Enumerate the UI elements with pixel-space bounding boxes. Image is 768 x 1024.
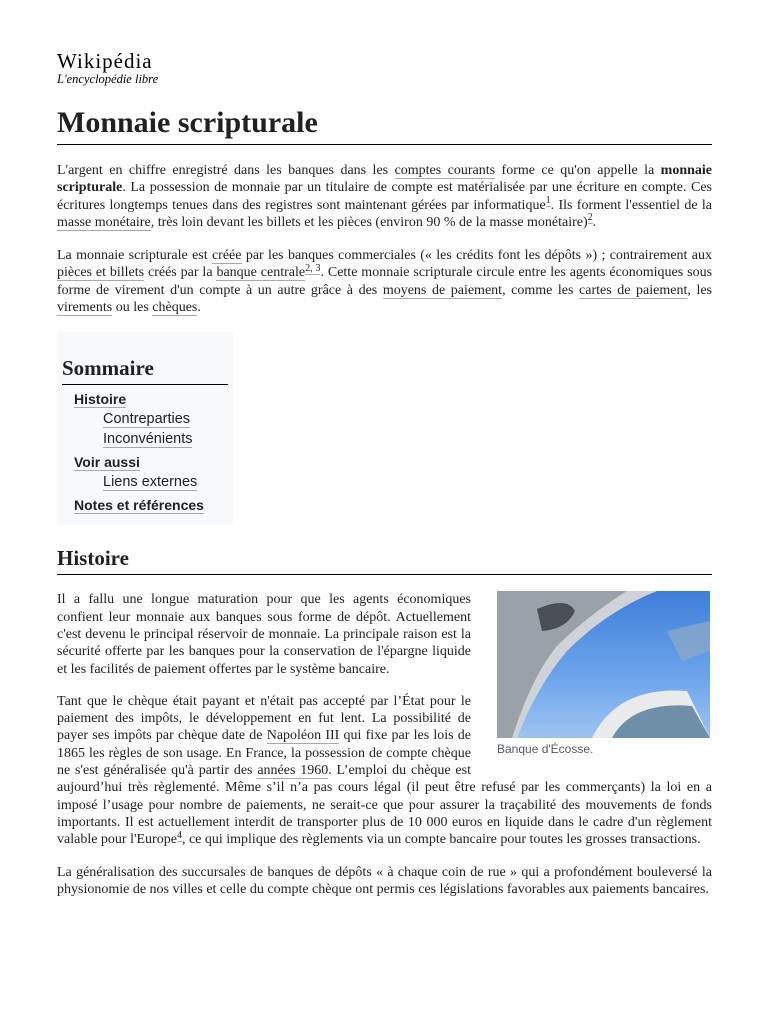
table-of-contents bbox=[57, 332, 233, 525]
intro-paragraph-1 bbox=[57, 162, 712, 231]
toc-item-contreparties[interactable] bbox=[62, 409, 228, 429]
text: L'argent en chiffre enregistré dans les banques dans les bbox=[57, 163, 395, 178]
link-pieces-et-billets[interactable]: pièces et billets bbox=[57, 265, 145, 281]
text: , très loin devant les billets et les pièces (environ 90 % de la masse monétaire) bbox=[150, 214, 588, 230]
photo-illustration bbox=[497, 591, 710, 738]
ref-2[interactable]: 2 bbox=[587, 212, 593, 224]
link-virements[interactable]: virements bbox=[57, 300, 113, 316]
toc-label: Notes et références bbox=[74, 497, 204, 514]
wikipedia-logo[interactable] bbox=[57, 50, 712, 90]
link-cartes-de-paiement[interactable]: cartes de paiement bbox=[579, 282, 688, 298]
text: , ce qui implique des règlements via un compte bancaire pour toutes les grosses transactions. bbox=[181, 832, 701, 848]
link-cheques[interactable]: chèques bbox=[152, 300, 198, 316]
page-cutoff bbox=[0, 955, 768, 1024]
toc-label: Voir aussi bbox=[74, 454, 140, 471]
toc-list bbox=[62, 390, 228, 515]
toc-item-histoire[interactable] bbox=[62, 390, 228, 409]
link-creee[interactable]: créée bbox=[211, 248, 242, 264]
text: forme ce qu'on appelle la bbox=[495, 163, 661, 178]
figure-caption: Banque d'Écosse. bbox=[497, 742, 594, 757]
text: . Ils forment l'essentiel de la bbox=[550, 197, 712, 213]
text: créés par la bbox=[144, 265, 217, 281]
toc-label: Histoire bbox=[74, 391, 127, 408]
ref-1[interactable]: 1 bbox=[545, 194, 551, 206]
text: Tant que le chèque était payant et n'était pas accepté par l’État pour le paiement des impôts, le développement en fut lent. La possibilité de payer ses impôts par chèque date de bbox=[57, 693, 471, 744]
link-annees-1960[interactable]: années 1960 bbox=[257, 763, 329, 779]
text: ou les bbox=[112, 300, 153, 316]
toc-label: Liens externes bbox=[103, 474, 198, 491]
text: . bbox=[592, 214, 597, 230]
toc-item-notes[interactable] bbox=[62, 496, 228, 515]
histoire-paragraph-1: Il a fallu une longue maturation pour que les agents économiques confient leur monnaie aux banques sous forme de dépôt. Actuellement c'est devenu le principal réservoir de monnaie. La principale raison est la sécurité offerte par les banques pour la conservation de l'épargne liquide et les facilités de paiement offertes par le système bancaire. bbox=[57, 592, 471, 677]
figure bbox=[497, 591, 712, 756]
toc-label: Inconvénients bbox=[103, 431, 193, 448]
bold-term: monnaie scripturale bbox=[57, 163, 712, 196]
bank-photo[interactable] bbox=[497, 591, 710, 738]
toc-label: Contreparties bbox=[103, 411, 191, 428]
toc-item-voir-aussi[interactable] bbox=[62, 453, 228, 472]
text: . bbox=[197, 300, 201, 316]
ref-2-3[interactable]: 2, 3 bbox=[305, 262, 321, 274]
text: La monnaie scripturale est bbox=[57, 248, 212, 264]
link-moyens-de-paiement[interactable]: moyens de paiement bbox=[382, 282, 503, 298]
intro-paragraph-2 bbox=[57, 247, 712, 316]
toc-item-inconvenients[interactable] bbox=[62, 429, 228, 449]
section-histoire bbox=[57, 591, 712, 898]
toc-item-liens-externes[interactable] bbox=[62, 472, 228, 492]
histoire-paragraph-3: La généralisation des succursales de banques de dépôts « à chaque coin de rue » qui a profondément bouleversé la physionomie de nos villes et celle du compte chèque ont permis ces législations favorables aux paiements bancaires. bbox=[57, 864, 712, 897]
text: , comme les bbox=[502, 282, 580, 298]
link-napoleon-iii[interactable]: Napoléon III bbox=[266, 728, 340, 744]
link-banque-centrale[interactable]: banque centrale bbox=[216, 265, 306, 281]
text: . L’emploi du chèque est aujourd’hui très règlementé. Même s’il n’a pas cours légal (il peut être refusé par les commerçants) la loi en a imposé l’usage pour nombre de paiements, ne serait-ce que pour assurer la traçabilité des mouvements de fonds importants. Il est actuellement interdit de transporter plus de 10 000 euros en liquide dans le cadre d'un règlement valable pour l'Europe bbox=[57, 763, 712, 848]
toc-title: Sommaire bbox=[62, 356, 228, 385]
page-title: Monnaie scripturale bbox=[57, 106, 712, 145]
article-page bbox=[57, 50, 712, 898]
text: qui fixe par les lois de 1865 les règles de son usage. En France, la possession de compte chèque ne s'est généralisée qu'à partir des bbox=[57, 728, 471, 779]
ref-4[interactable]: 4 bbox=[176, 829, 182, 841]
text: . La possession de monnaie par un titulaire de compte est matérialisée par une écriture en compte. Ces écritures longtemps tenues dans des registres sont maintenant gérées par informatique bbox=[57, 180, 712, 213]
section-heading-histoire: Histoire bbox=[57, 545, 712, 575]
logo-tagline: L'encyclopédie libre bbox=[57, 72, 159, 86]
link-comptes-courants[interactable]: comptes courants bbox=[394, 163, 496, 178]
logo-wordmark: Wikipédia bbox=[57, 49, 153, 73]
text: . Cette monnaie scripturale circule entre les agents économiques sous forme de virement d'un compte à un autre grâce à des bbox=[57, 265, 713, 298]
text: , les bbox=[687, 282, 713, 298]
text: par les banques commerciales (« les crédits font les dépôts ») ; contrairement aux bbox=[241, 248, 712, 264]
link-masse-monetaire[interactable]: masse monétaire bbox=[57, 214, 151, 230]
